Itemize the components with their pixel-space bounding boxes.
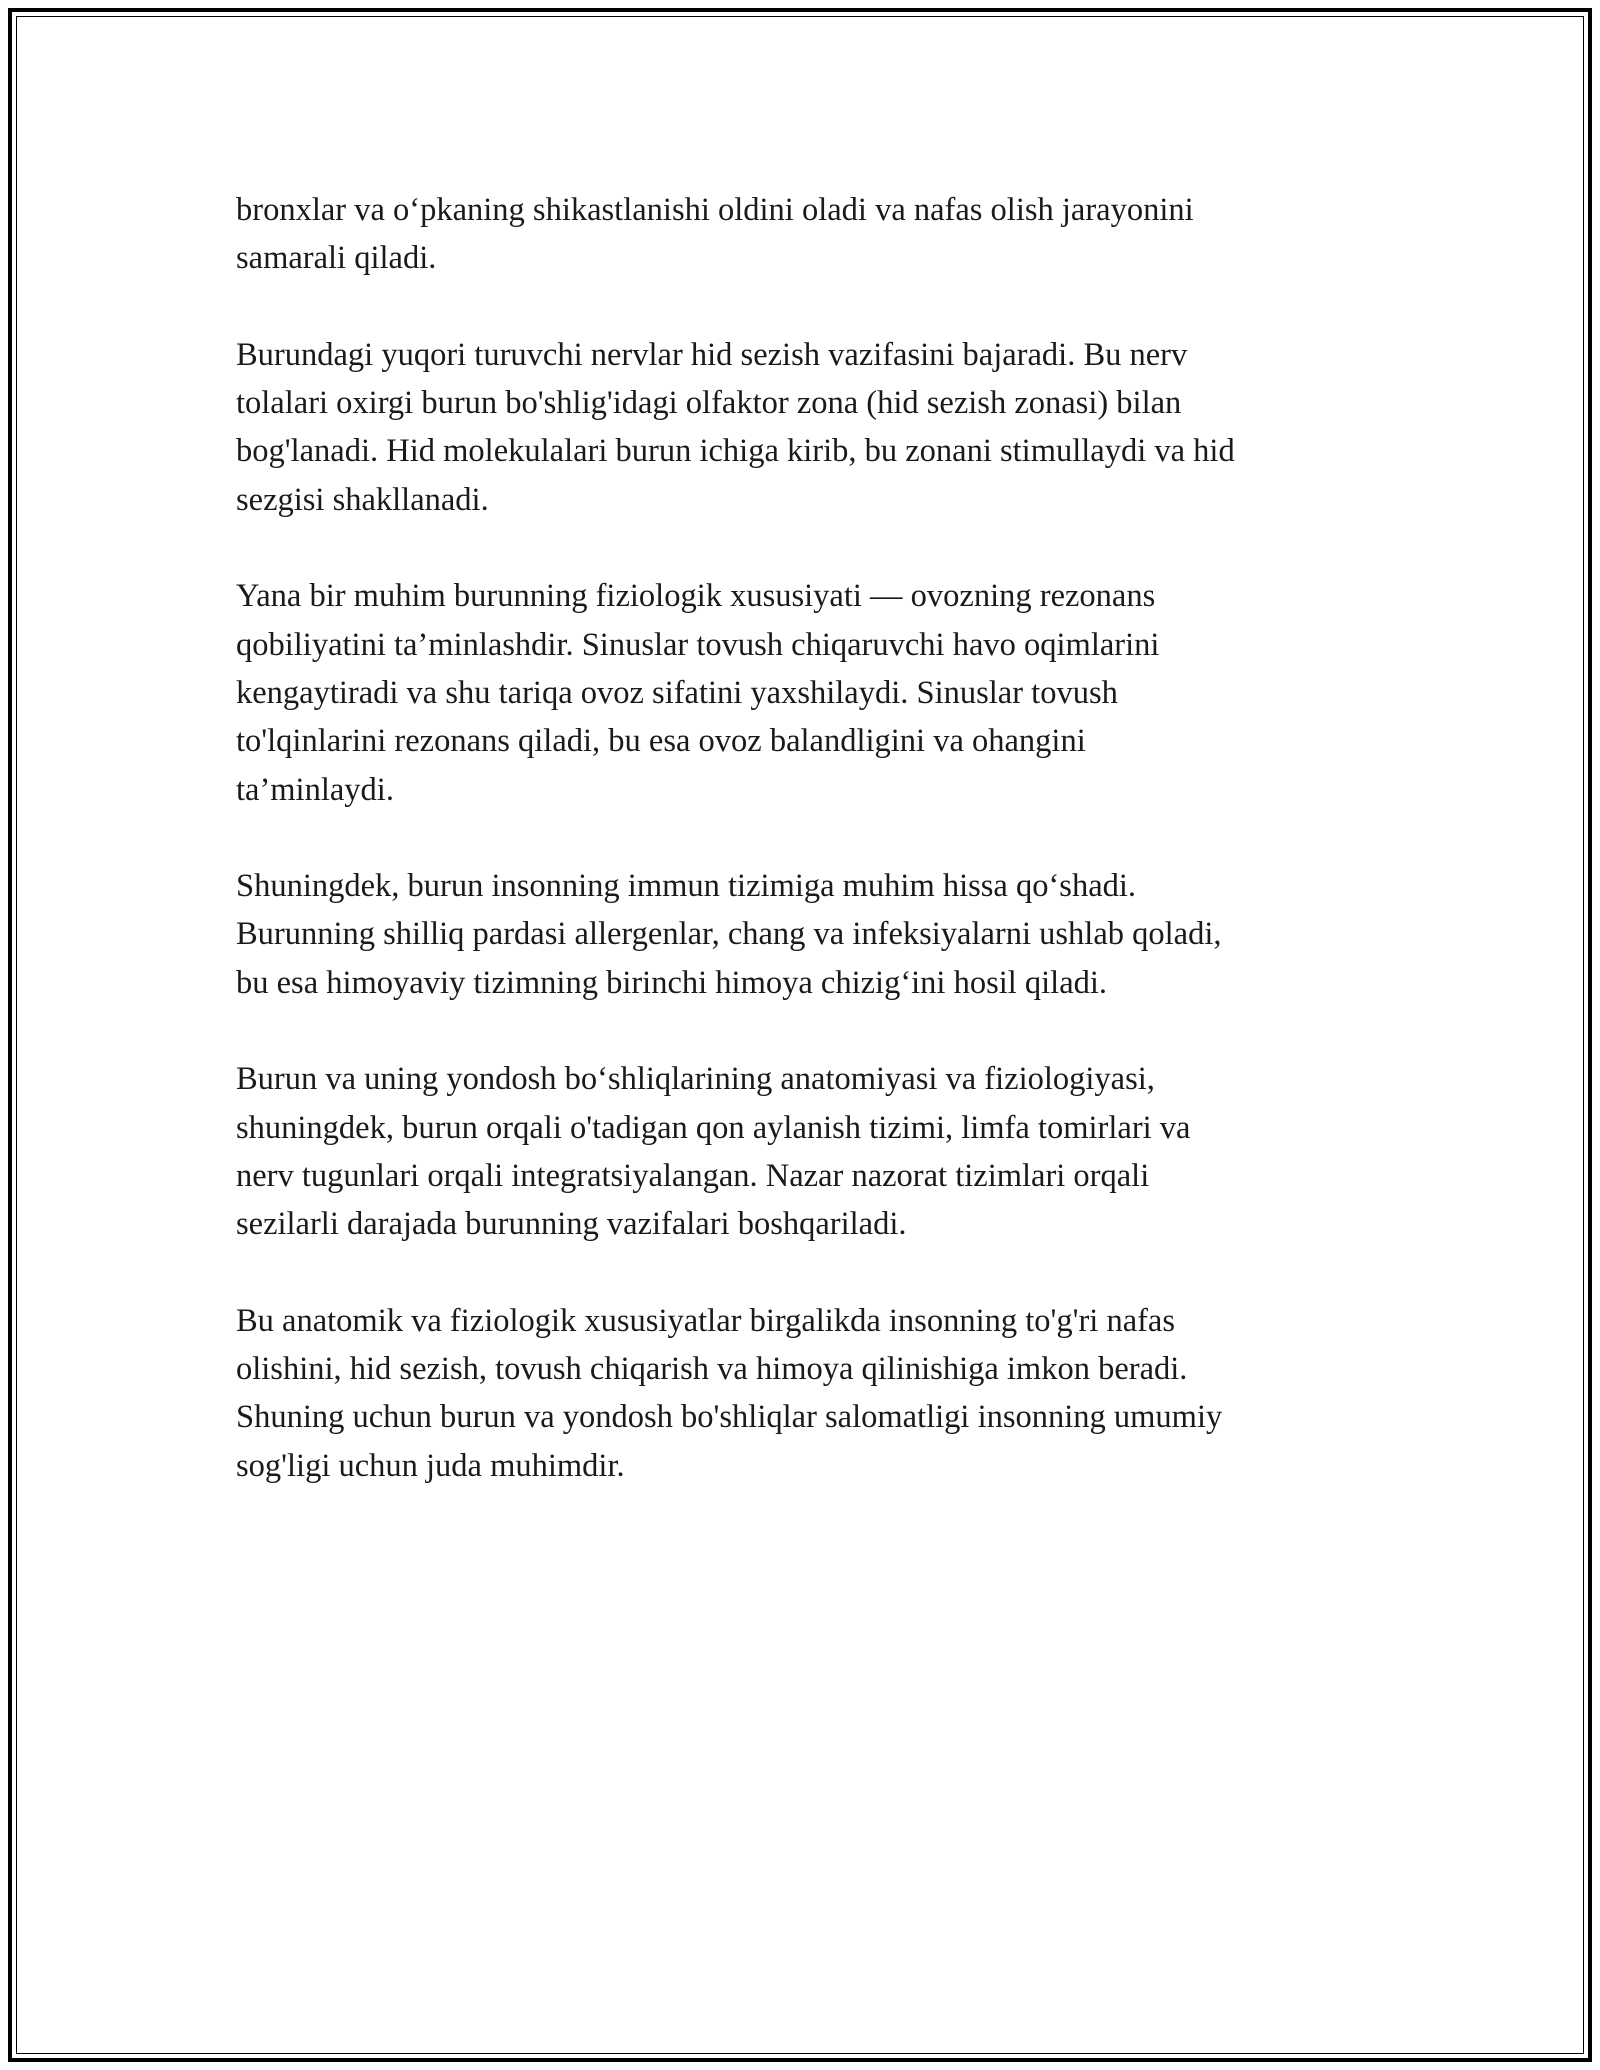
paragraph-anatomy-integration: Burun va uning yondosh bo‘shliqlarining anatomiyasi va fiziologiyasi, shuningdek, burun orqali o'tadigan qon aylanish tizimi, limfa tomirlari va nerv tugunlari orqali integratsiyalangan. Nazar nazorat tizimlari orqali sezilarli darajada burunning vazifalari boshqariladi. xyxy=(236,1061,1191,1243)
paragraph-respiratory: bronxlar va o‘pkaning shikastlanishi oldini oladi va nafas olish jarayonini samarali qiladi. xyxy=(236,192,1194,277)
paragraph-conclusion: Bu anatomik va fiziologik xususiyatlar birgalikda insonning to'g'ri nafas olishini, hid sezish, tovush chiqarish va himoya qilinishiga imkon beradi. Shuning uchun burun va yondosh bo'shliqlar salomatligi insonning umumiy sog'ligi uchun juda muhimdir. xyxy=(236,1302,1223,1484)
paragraph-olfaction: Burundagi yuqori turuvchi nervlar hid sezish vazifasini bajaradi. Bu nerv tolalari oxirgi burun bo'shlig'idagi olfaktor zona (hid sezish zonasi) bilan bog'lanadi. Hid molekulalari burun ichiga kirib, bu zonani stimullaydi va hid sezgisi shakllanadi. xyxy=(236,336,1235,518)
paragraph-immunity: Shuningdek, burun insonning immun tizimiga muhim hissa qo‘shadi. Burunning shilliq pardasi allergenlar, chang va infeksiyalarni ushlab qoladi, bu esa himoyaviy tizimning birinchi himoya chizig‘ini hosil qiladi. xyxy=(236,868,1222,1001)
document-body xyxy=(236,186,1386,1538)
paragraph-resonance: Yana bir muhim burunning fiziologik xususiyati — ovozning rezonans qobiliyatini ta’minlashdir. Sinuslar tovush chiqaruvchi havo oqimlarini kengaytiradi va shu tariqa ovoz sifatini yaxshilaydi. Sinuslar tovush to'lqinlarini rezonans qiladi, bu esa ovoz balandligini va ohangini ta’minlaydi. xyxy=(236,578,1160,808)
